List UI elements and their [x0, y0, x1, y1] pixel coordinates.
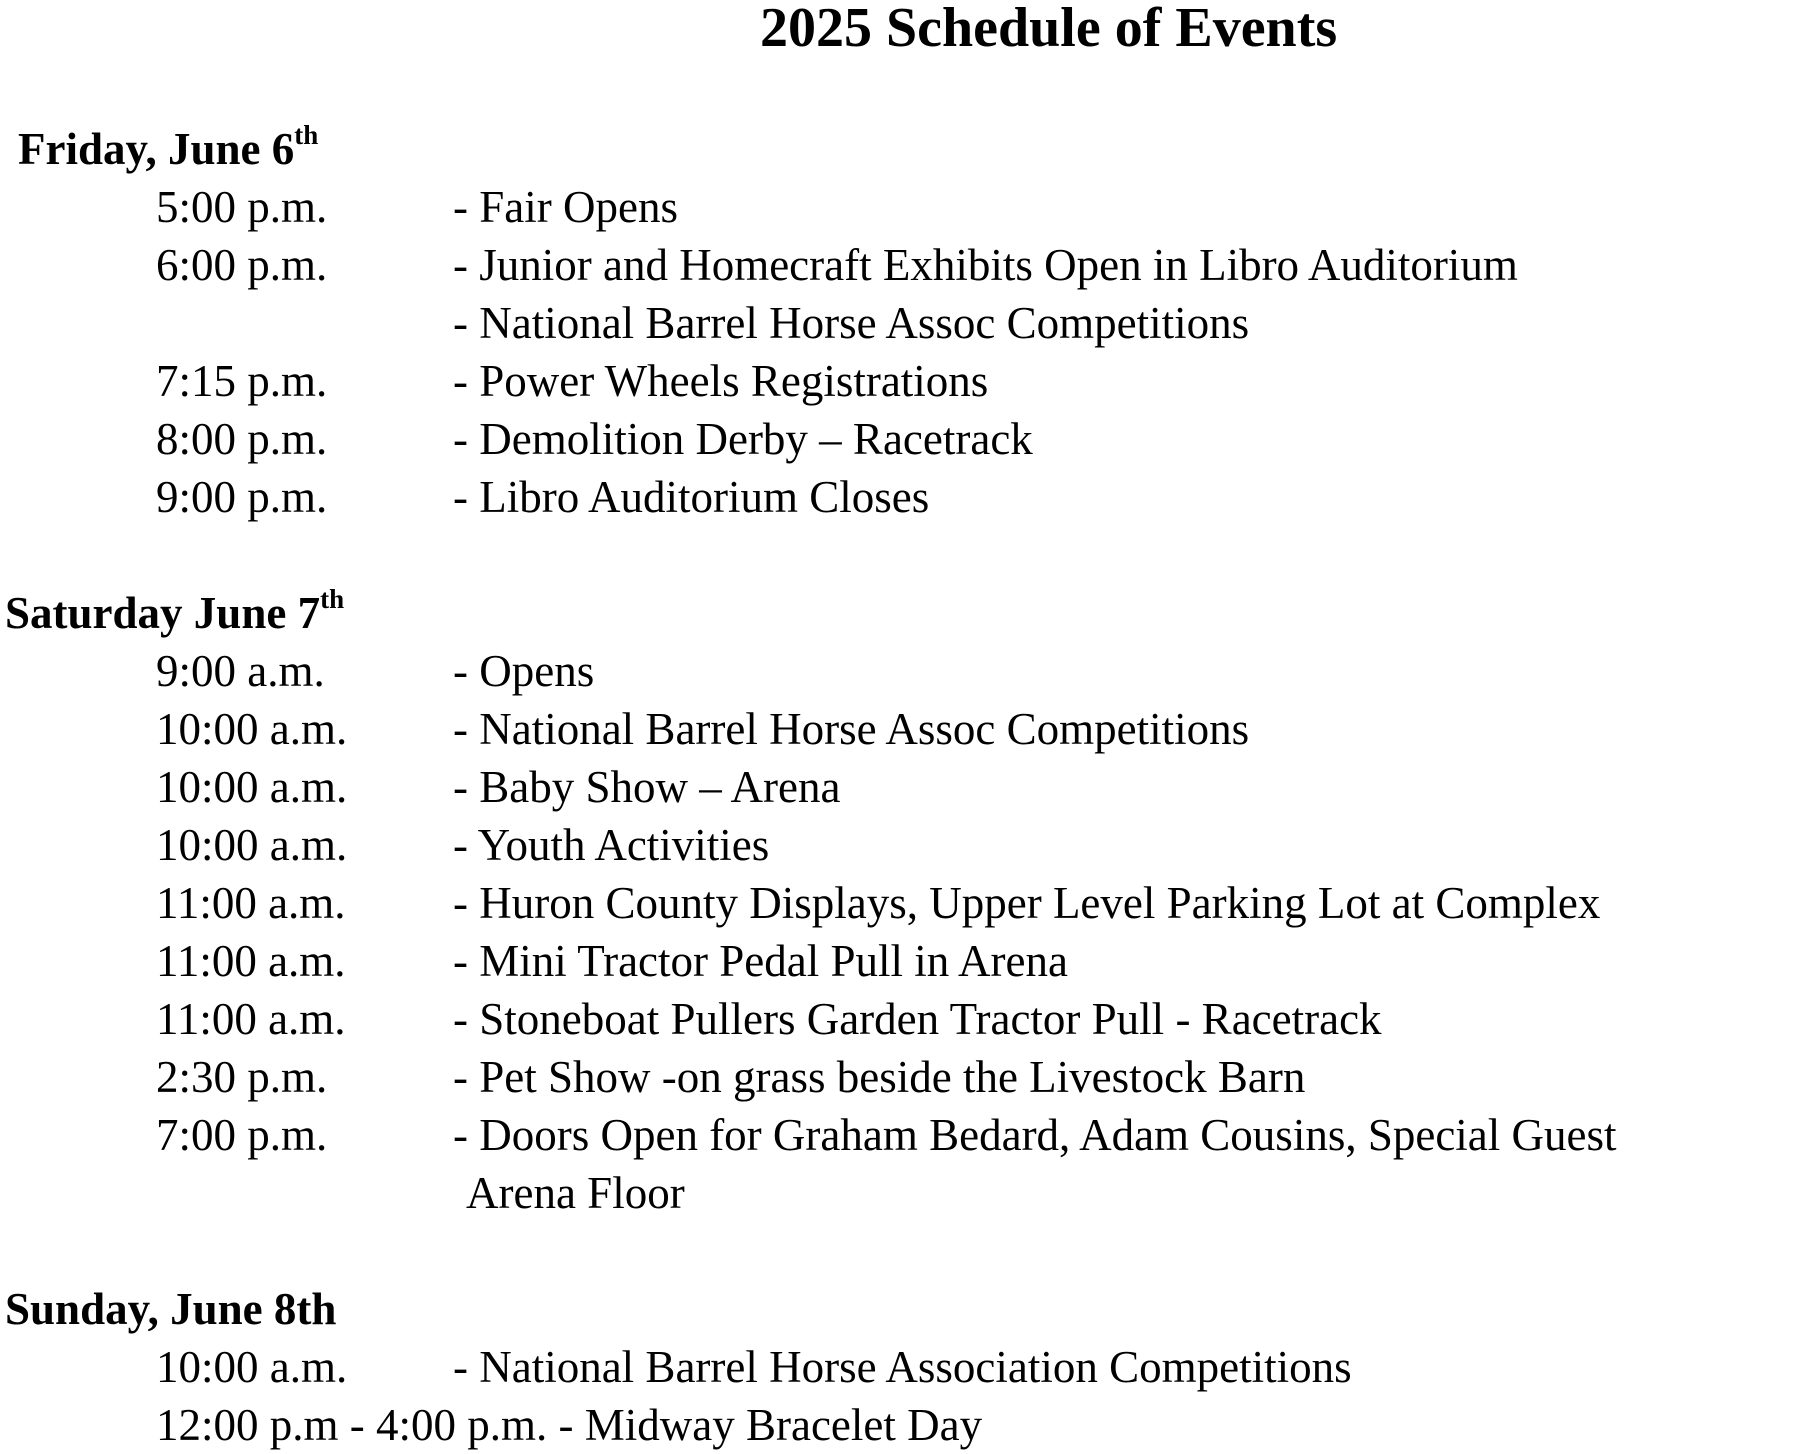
- event-description: Arena Floor: [466, 1168, 685, 1218]
- schedule-row: [0, 758, 1794, 816]
- event-description: - Pet Show -on grass beside the Livestock Barn: [453, 1052, 1306, 1102]
- page-title: 2025 Schedule of Events: [760, 0, 1338, 59]
- event-time: 7:00 p.m.: [156, 1110, 328, 1160]
- day-heading-friday: Friday, June 6th: [18, 120, 319, 174]
- schedule-row: [0, 1106, 1794, 1164]
- schedule-row: [0, 468, 1794, 526]
- schedule-row: [0, 642, 1794, 700]
- event-description: - Doors Open for Graham Bedard, Adam Cousins, Special Guest: [453, 1110, 1617, 1160]
- event-description: - Huron County Displays, Upper Level Parking Lot at Complex: [453, 878, 1601, 928]
- schedule-row: [0, 874, 1794, 932]
- schedule-row: [0, 1338, 1794, 1396]
- schedule-row: [0, 700, 1794, 758]
- schedule-row: [0, 1048, 1794, 1106]
- ordinal-suffix: th: [320, 584, 345, 614]
- event-time: 2:30 p.m.: [156, 1052, 328, 1102]
- schedule-row: [0, 410, 1794, 468]
- event-time: 10:00 a.m.: [156, 704, 348, 754]
- day-heading-saturday: Saturday June 7th: [5, 584, 345, 638]
- day-heading-sunday: Sunday, June 8th: [5, 1284, 337, 1334]
- ordinal-suffix: th: [294, 120, 319, 150]
- event-time: 9:00 p.m.: [156, 472, 328, 522]
- schedule-row: [0, 352, 1794, 410]
- event-description: - Youth Activities: [453, 820, 770, 870]
- schedule-row: [0, 932, 1794, 990]
- event-time: 8:00 p.m.: [156, 414, 328, 464]
- schedule-row: [0, 294, 1794, 352]
- event-description: - Baby Show – Arena: [453, 762, 841, 812]
- event-description: - Demolition Derby – Racetrack: [453, 414, 1033, 464]
- schedule-row: [0, 990, 1794, 1048]
- event-description: - Libro Auditorium Closes: [453, 472, 930, 522]
- event-time: 10:00 a.m.: [156, 820, 348, 870]
- event-time: 6:00 p.m.: [156, 240, 328, 290]
- event-time: 11:00 a.m.: [156, 994, 346, 1044]
- event-time: 7:15 p.m.: [156, 356, 328, 406]
- event-time: 5:00 p.m.: [156, 182, 328, 232]
- event-time: 10:00 a.m.: [156, 762, 348, 812]
- schedule-row: [0, 178, 1794, 236]
- event-description: - National Barrel Horse Assoc Competitions: [453, 298, 1250, 348]
- event-description: 12:00 p.m - 4:00 p.m. - Midway Bracelet Day: [156, 1400, 983, 1450]
- event-time: 9:00 a.m.: [156, 646, 325, 696]
- event-description: - Power Wheels Registrations: [453, 356, 989, 406]
- event-time: 11:00 a.m.: [156, 878, 346, 928]
- schedule-row: [0, 1164, 1794, 1222]
- event-description: - Junior and Homecraft Exhibits Open in Libro Auditorium: [453, 240, 1518, 290]
- schedule-row: [0, 236, 1794, 294]
- event-time: 11:00 a.m.: [156, 936, 346, 986]
- event-description: - National Barrel Horse Assoc Competitions: [453, 704, 1250, 754]
- event-description: - Stoneboat Pullers Garden Tractor Pull - Racetrack: [453, 994, 1382, 1044]
- event-description: - Mini Tractor Pedal Pull in Arena: [453, 936, 1068, 986]
- schedule-row: [0, 816, 1794, 874]
- event-description: - National Barrel Horse Association Competitions: [453, 1342, 1352, 1392]
- event-description: - Fair Opens: [453, 182, 678, 232]
- event-time: 10:00 a.m.: [156, 1342, 348, 1392]
- event-description: - Opens: [453, 646, 595, 696]
- schedule-row: [0, 1396, 1794, 1454]
